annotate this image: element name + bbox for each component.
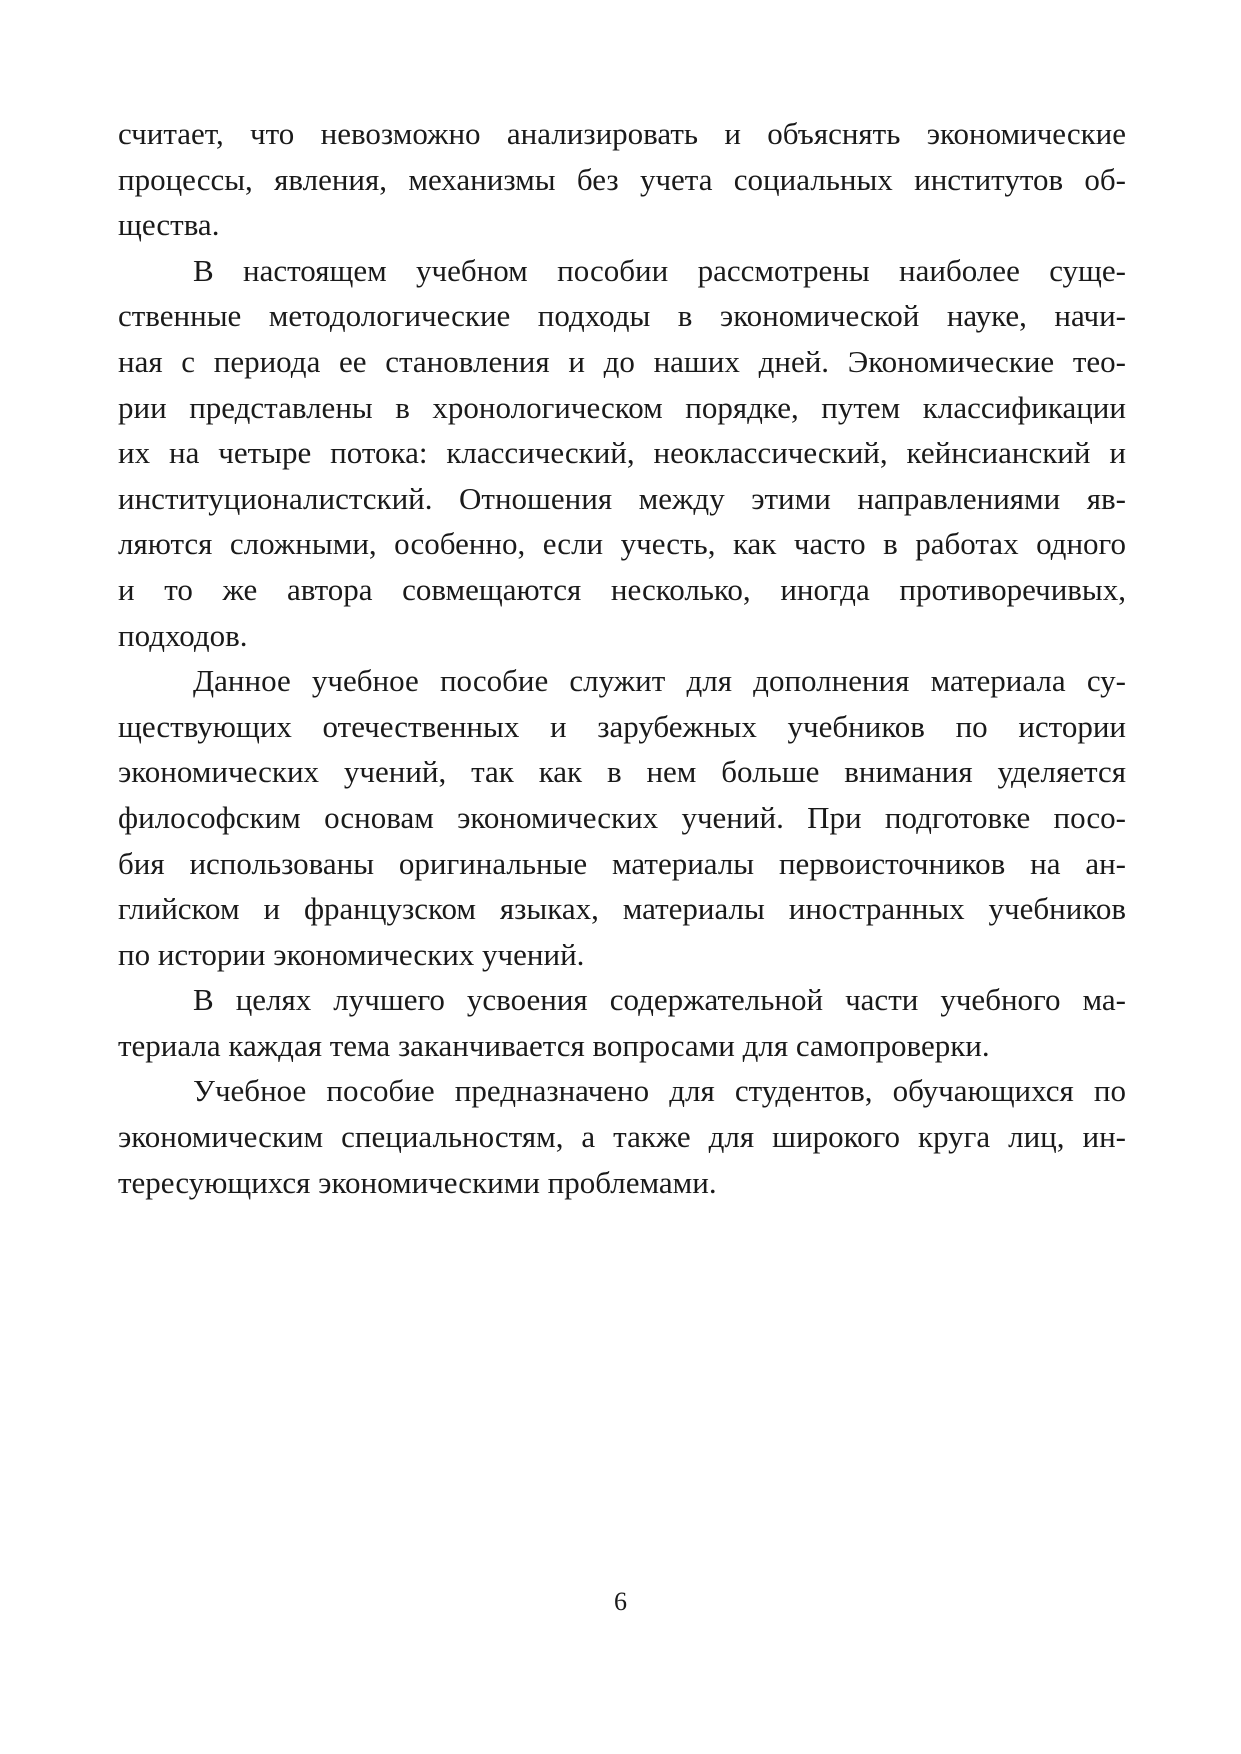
text-line: ственные методологические подходы в экономической науке, начи- — [118, 298, 1126, 334]
text-line: ществующих отечественных и зарубежных учебников по истории — [118, 708, 1126, 744]
text-line: Данное учебное пособие служит для дополнения материала су- — [193, 663, 1126, 699]
paragraph-5 — [118, 1068, 1126, 1205]
page-number: 6 — [614, 1587, 627, 1616]
text-line: рии представлены в хронологическом порядке, путем классификации — [118, 389, 1126, 425]
text-line: экономических учений, так как в нем больше внимания уделяется — [118, 754, 1126, 790]
text-line: институционалистский. Отношения между этими направлениями яв- — [118, 480, 1126, 516]
text-line: тересующихся экономическими проблемами. — [118, 1164, 717, 1200]
text-line: щества. — [118, 207, 220, 243]
text-line: Учебное пособие предназначено для студентов, обучающихся по — [193, 1073, 1126, 1109]
paragraph-4 — [118, 977, 1126, 1068]
text-line: В целях лучшего усвоения содержательной части учебного ма- — [193, 982, 1126, 1018]
text-line: глийском и французском языках, материалы иностранных учебников — [118, 891, 1126, 927]
text-line: считает, что невозможно анализировать и объяснять экономические — [118, 116, 1126, 151]
text-line: ляются сложными, особенно, если учесть, как часто в работах одного — [118, 526, 1126, 562]
text-line: В настоящем учебном пособии рассмотрены наиболее суще- — [193, 252, 1126, 288]
text-line: экономическим специальностям, а также для широкого круга лиц, ин- — [118, 1119, 1126, 1155]
text-line: философским основам экономических учений. При подготовке посо- — [118, 799, 1126, 835]
text-line: их на четыре потока: классический, неоклассический, кейнсианский и — [118, 435, 1126, 471]
body-text — [118, 111, 1126, 1205]
text-line: по истории экономических учений. — [118, 936, 585, 972]
text-line: бия использованы оригинальные материалы первоисточников на ан- — [118, 845, 1126, 881]
text-line: подходов. — [118, 617, 248, 653]
text-line: и то же автора совмещаются несколько, иногда противоречивых, — [118, 571, 1126, 607]
text-line: ная с периода ее становления и до наших дней. Экономические тео- — [118, 343, 1126, 379]
text-line: териала каждая тема заканчивается вопросами для самопроверки. — [118, 1027, 990, 1063]
text-line: процессы, явления, механизмы без учета социальных институтов об- — [118, 161, 1126, 197]
paragraph-3 — [118, 658, 1126, 977]
paragraph-2 — [118, 248, 1126, 658]
paragraph-1 — [118, 111, 1126, 248]
